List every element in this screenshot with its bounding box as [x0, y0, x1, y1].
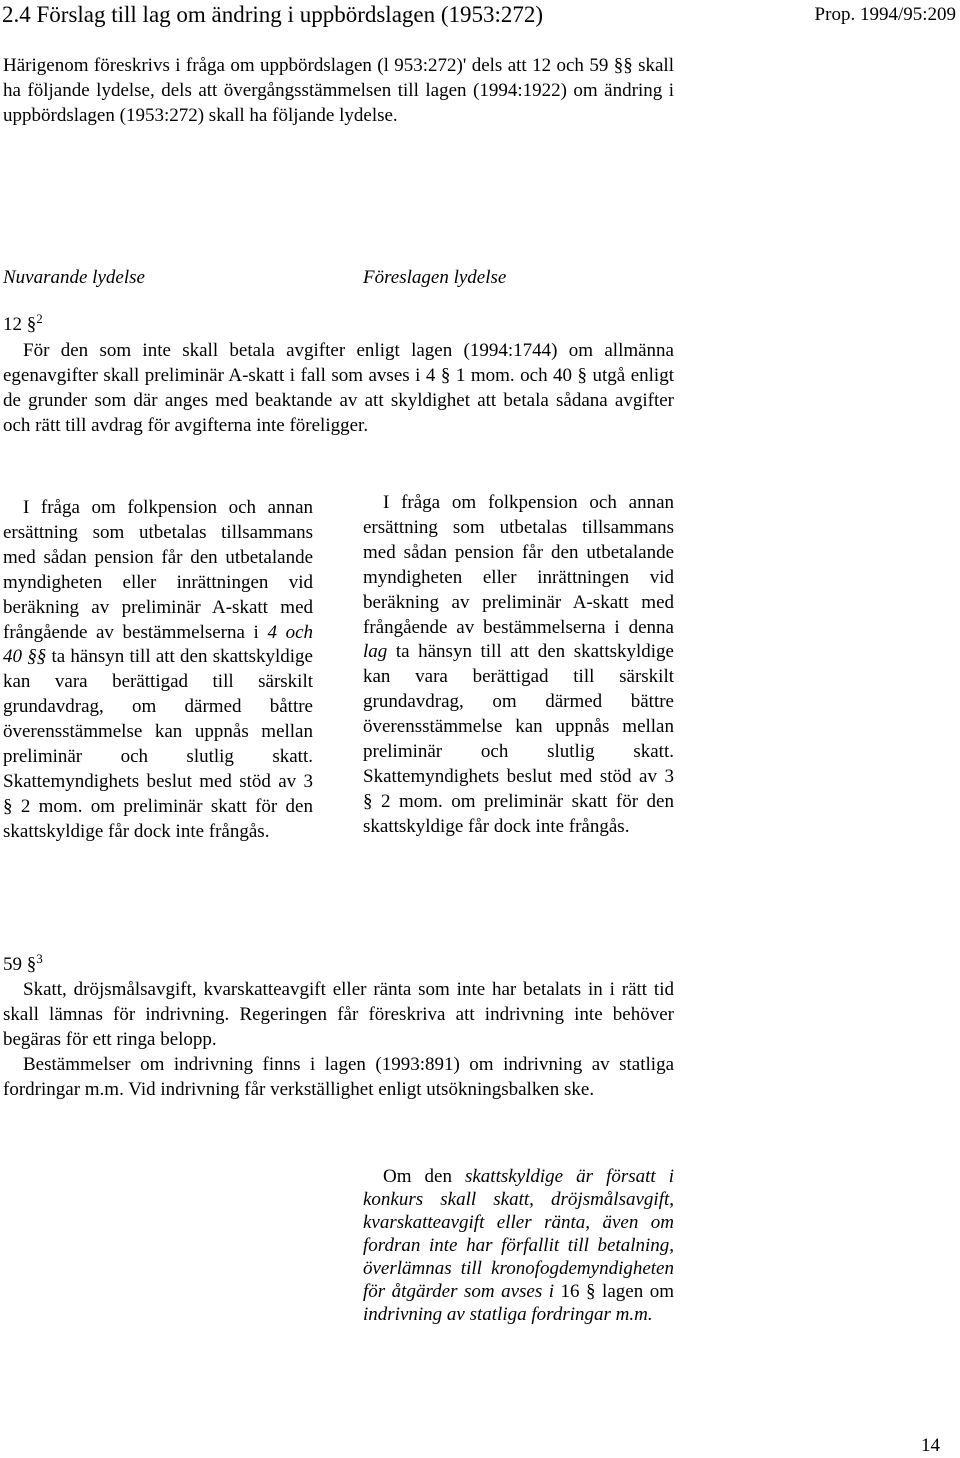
proposed-section-59-text	[363, 1165, 674, 1326]
page-title: 2.4 Förslag till lag om ändring i uppbördslagen (1953:272)	[2, 2, 544, 27]
page-number: 14	[921, 1435, 940, 1456]
section-12-heading	[3, 311, 43, 336]
intro-paragraph	[3, 53, 674, 128]
text-run: 16 § lagen om	[554, 1281, 674, 1302]
emphasis-run: indrivning av statliga fordringar m.m.	[363, 1304, 653, 1325]
proposition-reference: Prop. 1994/95:209	[814, 4, 956, 25]
section-12-paragraph	[3, 338, 674, 438]
section-59-paragraphs	[3, 977, 674, 1102]
section-59-heading	[3, 951, 43, 976]
text-run: ta hänsyn till att den skattskyldige kan vara berättigad till särskilt grundavdrag, om därmed båttre överensstämmelse kan uppnås mellan preliminär och slutlig skatt. Skattemyndighets beslut med stöd av 3 § 2 mom. om preliminär skatt för den skattskyldige får dock inte frångås.	[3, 646, 313, 842]
column-heading-current: Nuvarande lydelse	[3, 267, 145, 288]
section-12-number: 12 §	[3, 314, 37, 335]
proposed-section-12-text	[363, 491, 674, 840]
text-run: I fråga om folkpension och annan ersättning som utbetalas tillsammans med sådan pension får den utbetalande myndigheten eller inrättningen vid beräkning av preliminär A-skatt med frångående av bestämmelserna i	[3, 497, 313, 643]
column-heading-proposed: Föreslagen lydelse	[363, 267, 507, 288]
section-59-text-1: Skatt, dröjsmålsavgift, kvarskatteavgift eller ränta som inte har betalats in i rätt tid skall lämnas för indrivning. Regeringen får föreskriva att indrivning inte behöver begäras för ett ringa belopp.	[3, 979, 674, 1050]
proposed-section-59-column	[363, 1165, 674, 1326]
current-section-12-text	[3, 496, 313, 845]
footnote-marker-2: 2	[36, 311, 43, 326]
emphasis-run: skattskyldige är försatt i konkurs skall skatt, dröjsmålsavgift, kvarskatteavgift eller ränta, även om fordran inte har förfallit till betalning, överlämnas till kronofogdemyndigheten för åtgärder som avses i	[363, 1166, 674, 1302]
text-run: I fråga om folkpension och annan ersättning som utbetalas tillsammans med sådan pension får den utbetalande myndigheten eller inrättningen vid beräkning av preliminär A-skatt med frångående av bestämmelserna i denna	[363, 492, 674, 638]
section-59-text-2: Bestämmelser om indrivning finns i lagen (1993:891) om indrivning av statliga fordringar m.m. Vid indrivning får verkställighet enligt utsökningsbalken ske.	[3, 1054, 674, 1100]
intro-text: Härigenom föreskrivs i fråga om uppbördslagen (l 953:272)' dels att 12 och 59 §§ skall ha följande lydelse, dels att övergångsstämmelsen till lagen (1994:1922) om ändring i uppbördslagen (1953:272) skall ha följande lydelse.	[3, 55, 674, 126]
footnote-marker-3: 3	[36, 951, 43, 966]
proposed-section-12-column	[363, 491, 674, 840]
emphasis-run: lag	[363, 641, 388, 663]
text-run: Om den	[383, 1166, 465, 1187]
section-12-text: För den som inte skall betala avgifter enligt lagen (1994:1744) om allmänna egenavgifter skall preliminär A-skatt i fall som avses i 4 § 1 mom. och 40 § utgå enligt de grunder som där anges med beaktande av att skyldighet att betala sådana avgifter och rätt till avdrag för avgifterna inte föreligger.	[3, 340, 674, 436]
current-section-12-column	[3, 496, 313, 845]
section-59-number: 59 §	[3, 954, 37, 975]
text-run: ta hänsyn till att den skattskyldige kan vara berättigad till särskilt grundavdrag, om därmed bättre överensstämmelse kan uppnås mellan preliminär och slutlig skatt. Skattemyndighets beslut med stöd av 3 § 2 mom. om preliminär skatt för den skattskyldige får dock inte frångås.	[363, 641, 674, 837]
emphasis-run: 4 och 40 §§	[3, 621, 313, 668]
